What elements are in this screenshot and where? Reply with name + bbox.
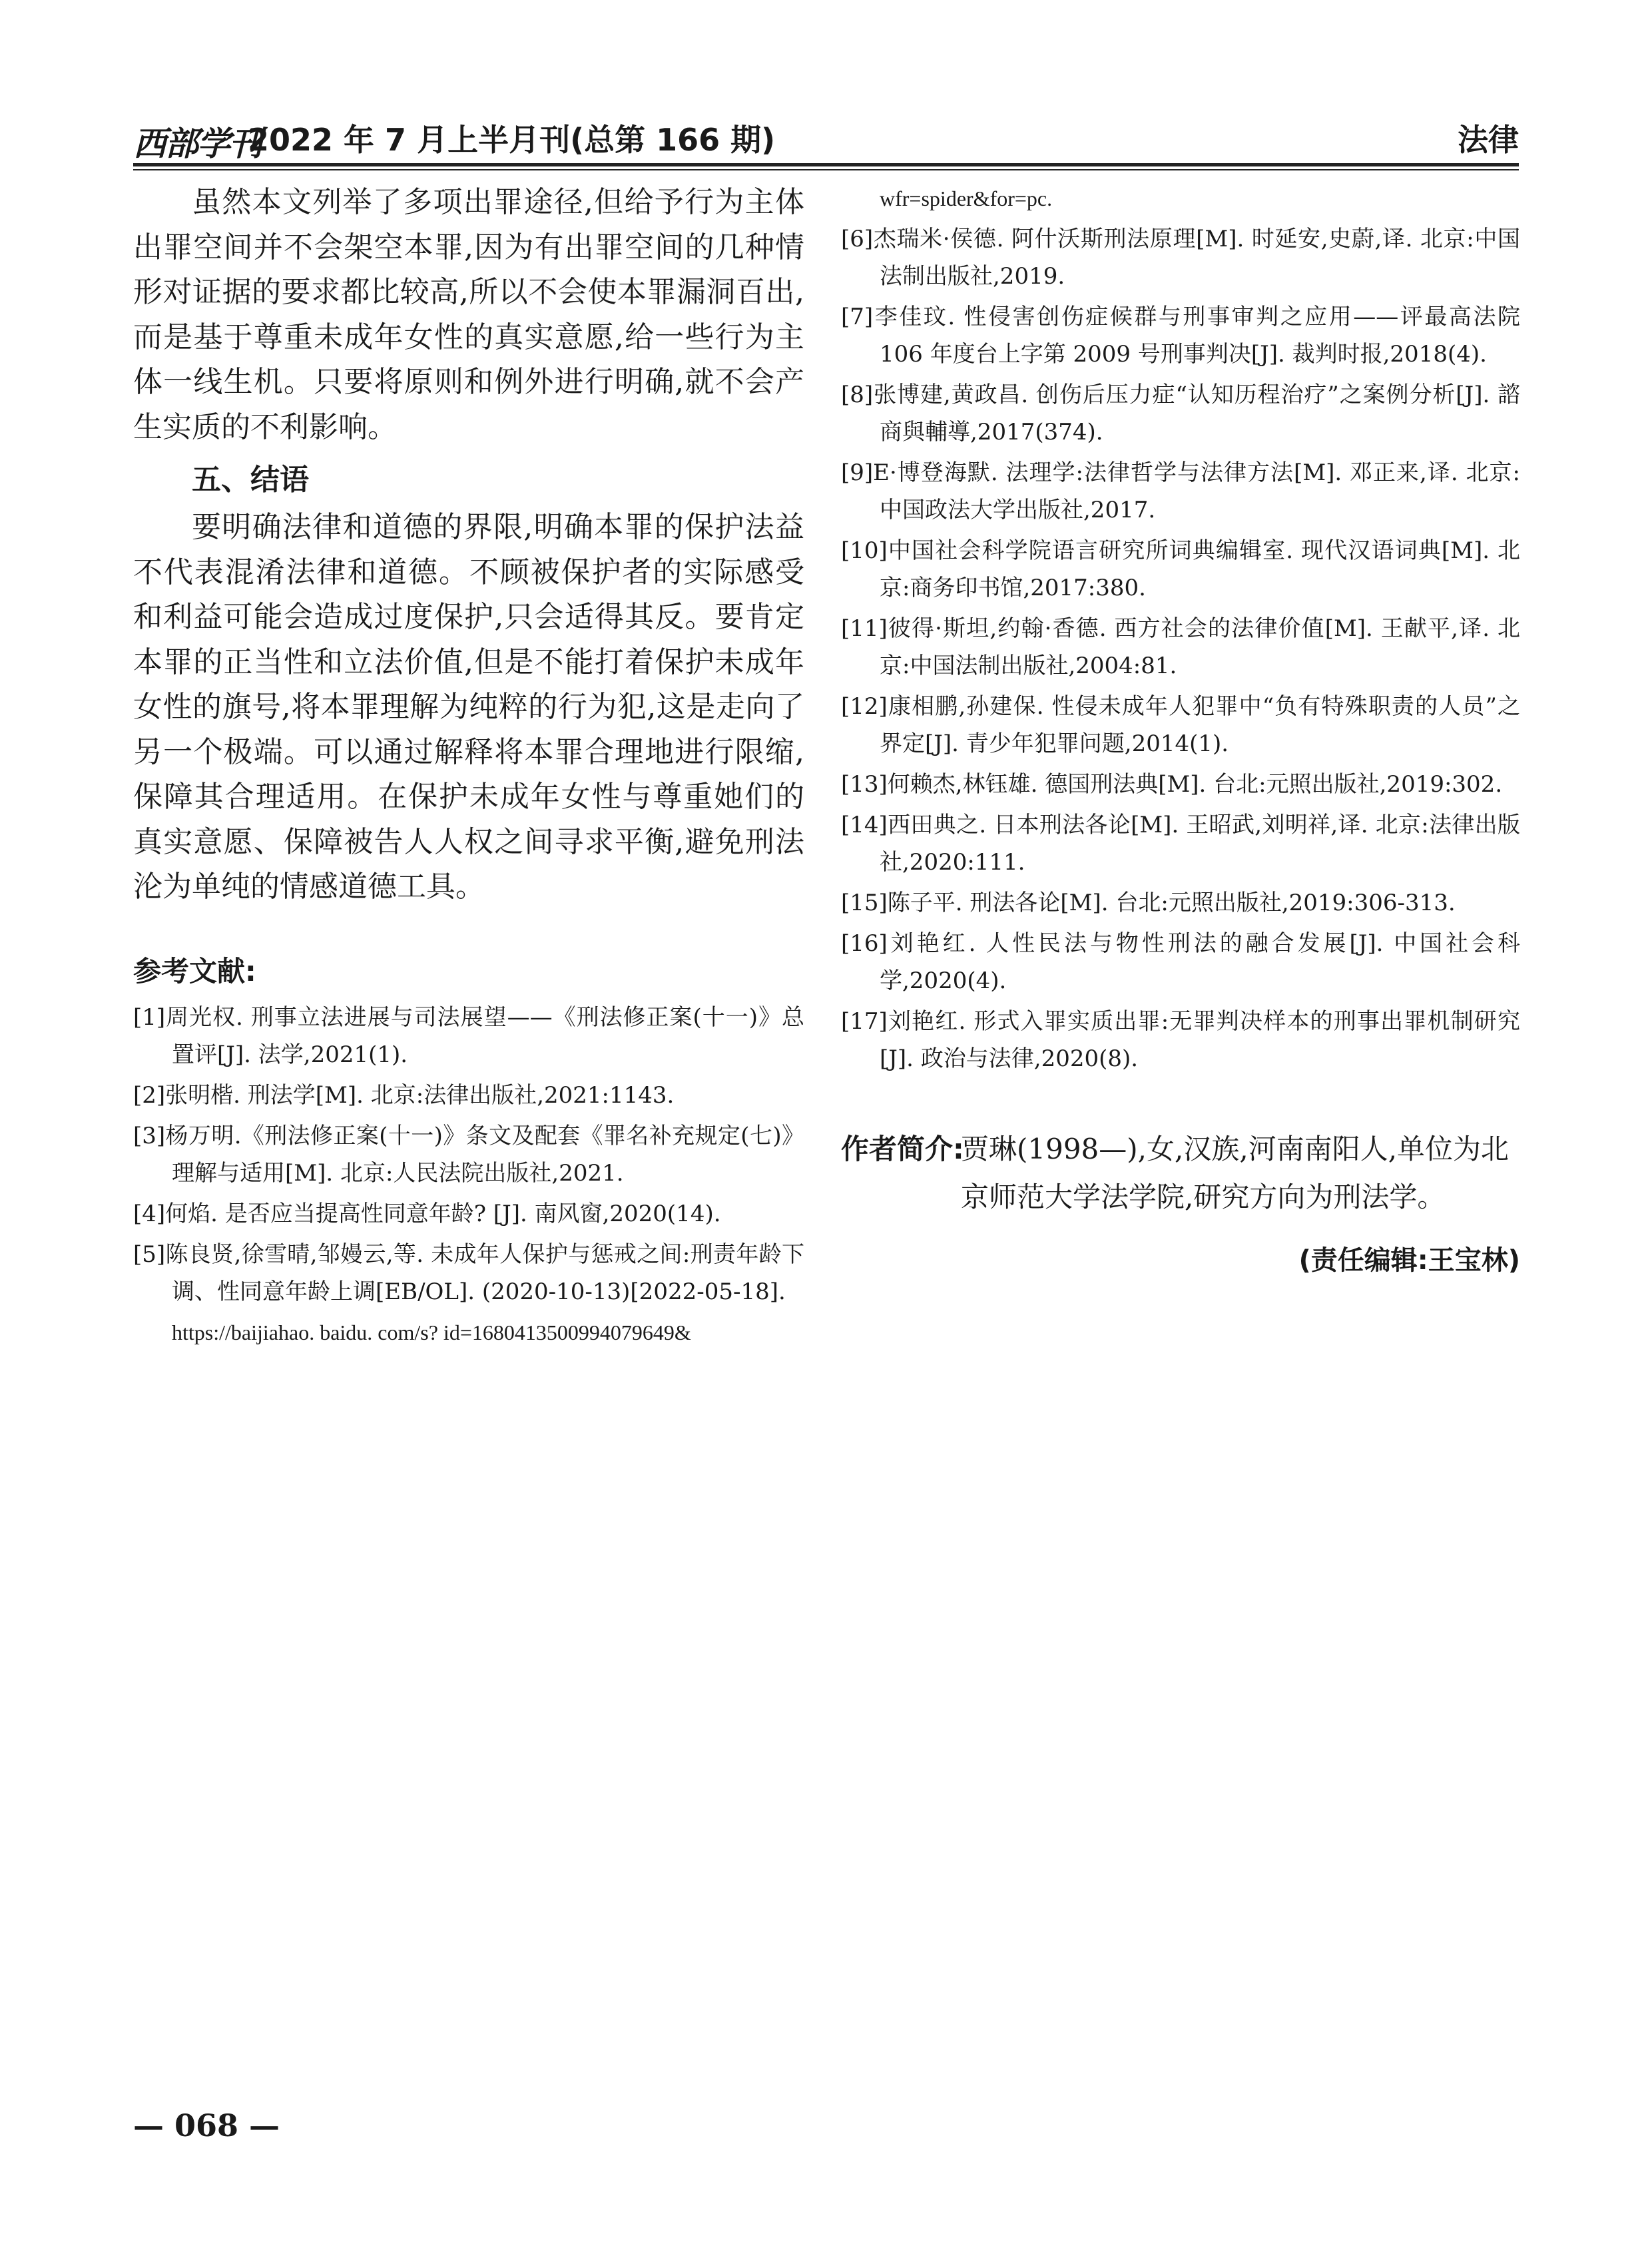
reference-item: [14]西田典之. 日本刑法各论[M]. 王昭武,刘明祥,译. 北京:法律出版社,2020:111. [841,812,1520,876]
page-number: — 068 — [133,2107,280,2143]
responsible-editor: (责任编辑:王宝林) [1298,1245,1520,1276]
page-header [133,113,1519,163]
author-bio [841,1125,1520,1221]
reference-item: [7]李佳玟. 性侵害创伤症候群与刑事审判之应用——评最高法院 106 年度台上字第 2009 号刑事判决[J]. 裁判时报,2018(4). [841,304,1520,368]
header-rule-thin [133,169,1519,170]
references-title: 参考文献: [133,954,256,987]
reference-item: [6]杰瑞米·侯德. 阿什沃斯刑法原理[M]. 时延安,史蔚,译. 北京:中国法制出版社,2019. [841,226,1520,290]
right-column [841,180,1520,1280]
body-paragraph: 要明确法律和道德的界限,明确本罪的保护法益不代表混淆法律和道德。不顾被保护者的实际感受和利益可能会造成过度保护,只会适得其反。要肯定本罪的正当性和立法价值,但是不能打着保护未成年女性的旗号,将本罪理解为纯粹的行为犯,这是走向了另一个极端。可以通过解释将本罪合理地进行限缩,保障其合理适用。在保护未成年女性与尊重她们的真实意愿、保障被告人人权之间寻求平衡,避免刑法沦为单纯的情感道德工具。 [133,510,804,904]
reference-url: https://baijiahao. baidu. com/s? id=1680413500994079649& [172,1320,691,1344]
reference-item: [17]刘艳红. 形式入罪实质出罪:无罪判决样本的刑事出罪机制研究[J]. 政治与法律,2020(8). [841,1008,1520,1072]
reference-item: [5]陈良贤,徐雪晴,邹嫚云,等. 未成年人保护与惩戒之间:刑责年龄下调、性同意年龄上调[EB/OL]. (2020-10-13)[2022-05-18]. [133,1241,804,1305]
reference-item: [12]康相鹏,孙建保. 性侵未成年人犯罪中“负有特殊职责的人员”之界定[J]. 青少年犯罪问题,2014(1). [841,693,1520,757]
reference-item: [3]杨万明.《刑法修正案(十一)》条文及配套《罪名补充规定(七)》理解与适用[M]. 北京:人民法院出版社,2021. [133,1122,804,1187]
author-label: 作者简介: [841,1133,964,1165]
reference-url-continued: wfr=spider&for=pc. [880,186,1053,210]
reference-item: [8]张博建,黄政昌. 创伤后压力症“认知历程治疗”之案例分析[J]. 諮商與輔導,2017(374). [841,382,1520,445]
section-heading: 五、结语 [192,463,309,497]
reference-item: [15]陈子平. 刑法各论[M]. 台北:元照出版社,2019:306-313. [841,890,1456,916]
reference-item: [9]E·博登海默. 法理学:法律哲学与法律方法[M]. 邓正来,译. 北京:中国政法大学出版社,2017. [841,459,1520,523]
author-text: 贾琳(1998—),女,汉族,河南南阳人,单位为北京师范大学法学院,研究方向为刑法学。 [961,1133,1510,1213]
journal-logo: 西部学刊 [133,124,261,163]
reference-item: [1]周光权. 刑事立法进展与司法展望——《刑法修正案(十一)》总置评[J]. 法学,2021(1). [133,1003,804,1068]
body-paragraph: 虽然本文列举了多项出罪途径,但给予行为主体出罪空间并不会架空本罪,因为有出罪空间的几种情形对证据的要求都比较高,所以不会使本罪漏洞百出,而是基于尊重未成年女性的真实意愿,给一些行为主体一线生机。只要将原则和例外进行明确,就不会产生实质的不利影响。 [133,185,804,444]
reference-item: [13]何赖杰,林钰雄. 德国刑法典[M]. 台北:元照出版社,2019:302. [841,771,1503,798]
reference-item: [4]何焰. 是否应当提高性同意年龄? [J]. 南风窗,2020(14). [133,1200,721,1227]
header-rule [133,163,1519,166]
left-column [133,180,804,1354]
issue-info: 2022 年 7 月上半月刊(总第 166 期) [248,122,776,158]
reference-item: [16]刘艳红. 人性民法与物性刑法的融合发展[J]. 中国社会科学,2020(4). [841,930,1520,994]
reference-item: [2]张明楷. 刑法学[M]. 北京:法律出版社,2021:1143. [133,1081,675,1109]
section-label: 法律 [1458,122,1519,158]
reference-item: [10]中国社会科学院语言研究所词典编辑室. 现代汉语词典[M]. 北京:商务印书馆,2017:380. [841,537,1520,601]
reference-item: [11]彼得·斯坦,约翰·香德. 西方社会的法律价值[M]. 王献平,译. 北京:中国法制出版社,2004:81. [841,615,1520,679]
